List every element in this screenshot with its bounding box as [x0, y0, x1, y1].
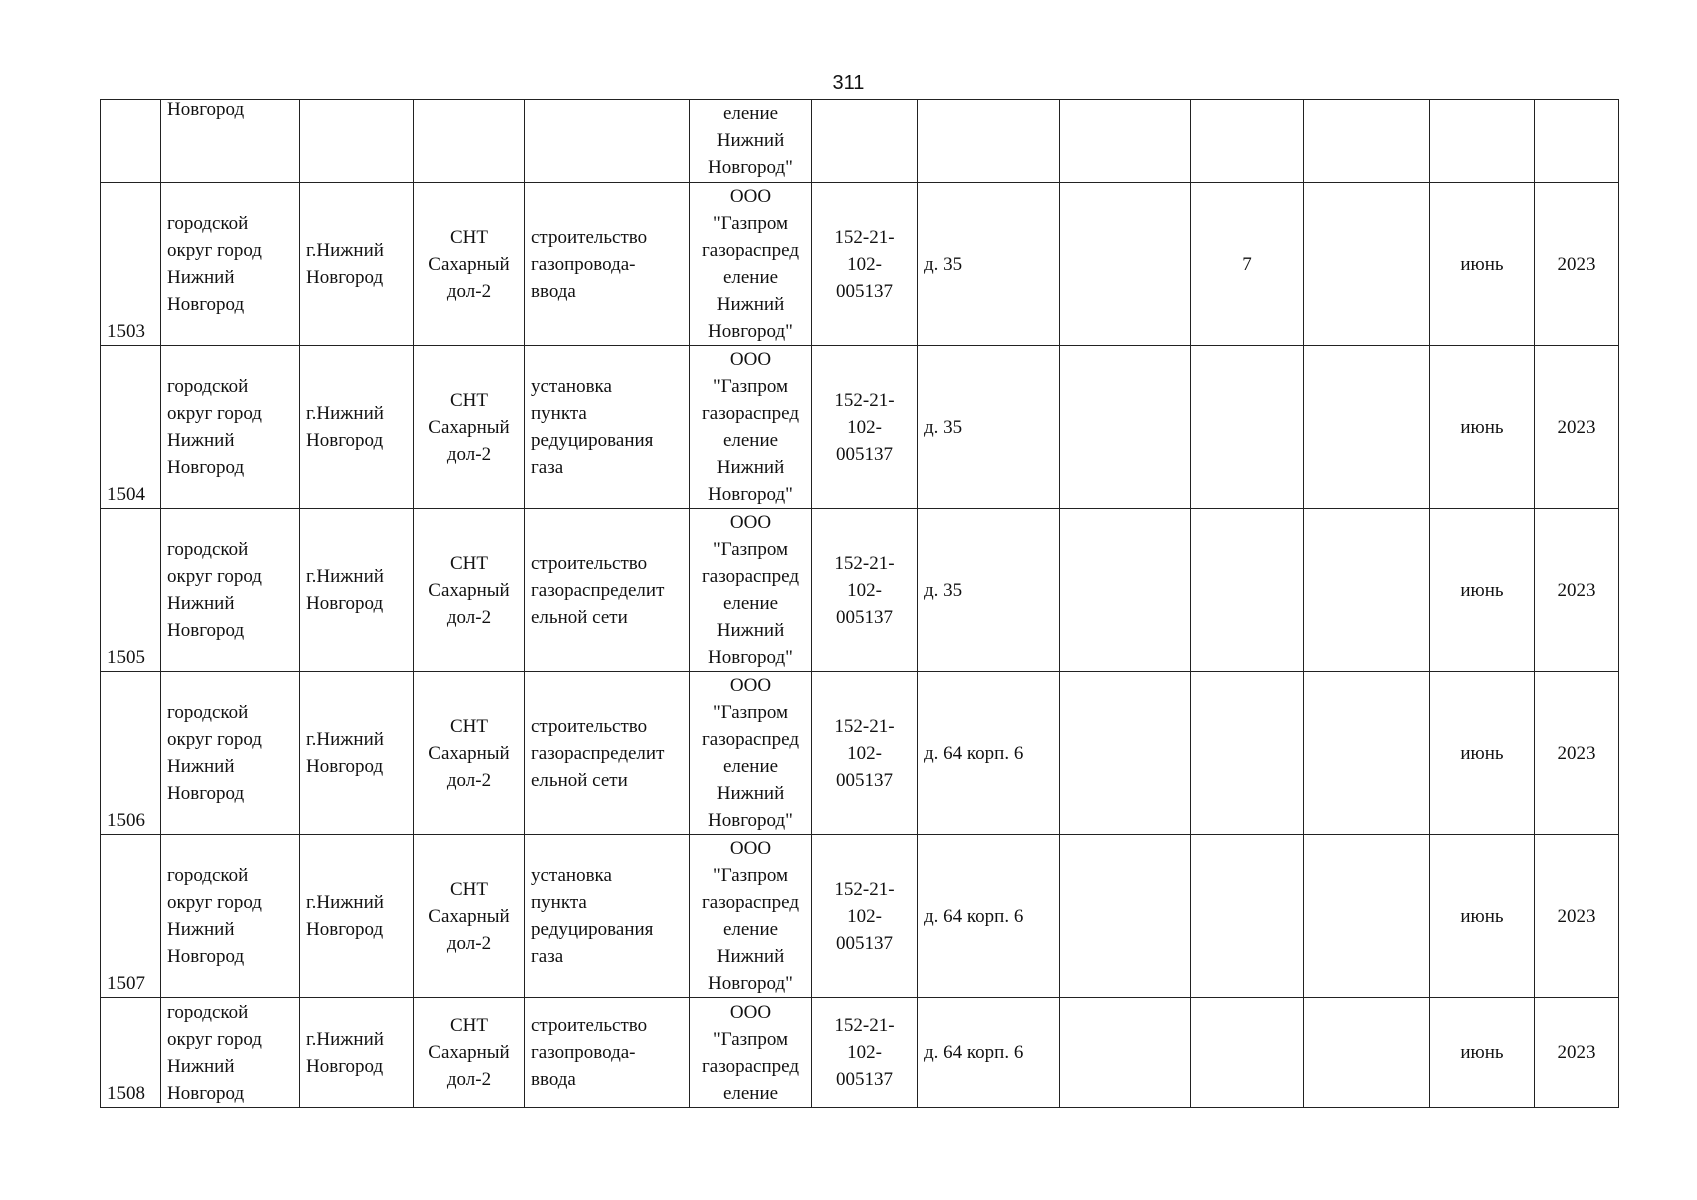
cell-num: 1503	[101, 183, 161, 346]
cell-empty-1	[1060, 509, 1191, 672]
cell-organization: ООО "Газпром газораспред еление Нижний Новгород"	[690, 183, 812, 346]
cell-empty-2	[1304, 100, 1430, 183]
cell-month: июнь	[1430, 509, 1535, 672]
cell-empty-2	[1304, 672, 1430, 835]
cell-num: 1508	[101, 998, 161, 1108]
cell-code: 152-21- 102- 005137	[812, 998, 918, 1108]
cell-address: д. 64 корп. 6	[918, 835, 1060, 998]
cell-municipality: городской округ город Нижний Новгород	[161, 183, 300, 346]
cell-city: г.Нижний Новгород	[300, 183, 414, 346]
cell-empty-1	[1060, 100, 1191, 183]
cell-extra	[1191, 998, 1304, 1108]
cell-code	[812, 100, 918, 183]
cell-organization: ООО "Газпром газораспред еление Нижний Новгород"	[690, 509, 812, 672]
cell-extra	[1191, 100, 1304, 183]
cell-month: июнь	[1430, 672, 1535, 835]
cell-address: д. 35	[918, 183, 1060, 346]
cell-empty-2	[1304, 183, 1430, 346]
cell-empty-2	[1304, 346, 1430, 509]
table-body	[101, 100, 1619, 1108]
table-row	[101, 346, 1619, 509]
cell-year: 2023	[1535, 183, 1619, 346]
table-row	[101, 672, 1619, 835]
cell-year: 2023	[1535, 998, 1619, 1108]
cell-city: г.Нижний Новгород	[300, 835, 414, 998]
cell-num	[101, 100, 161, 183]
cell-settlement: СНТ Сахарный дол-2	[414, 346, 525, 509]
cell-city: г.Нижний Новгород	[300, 672, 414, 835]
cell-extra: 7	[1191, 183, 1304, 346]
cell-code: 152-21- 102- 005137	[812, 835, 918, 998]
table-row	[101, 509, 1619, 672]
cell-extra	[1191, 835, 1304, 998]
cell-extra	[1191, 346, 1304, 509]
cell-settlement: СНТ Сахарный дол-2	[414, 183, 525, 346]
cell-year: 2023	[1535, 509, 1619, 672]
cell-settlement: СНТ Сахарный дол-2	[414, 998, 525, 1108]
cell-empty-1	[1060, 346, 1191, 509]
cell-empty-1	[1060, 998, 1191, 1108]
cell-code: 152-21- 102- 005137	[812, 509, 918, 672]
cell-organization: ООО "Газпром газораспред еление Нижний Новгород"	[690, 672, 812, 835]
cell-num: 1506	[101, 672, 161, 835]
cell-municipality: городской округ город Нижний Новгород	[161, 509, 300, 672]
cell-empty-2	[1304, 998, 1430, 1108]
cell-work: строительство газораспределит ельной сети	[525, 672, 690, 835]
cell-year: 2023	[1535, 835, 1619, 998]
cell-settlement: СНТ Сахарный дол-2	[414, 672, 525, 835]
cell-extra	[1191, 672, 1304, 835]
cell-address	[918, 100, 1060, 183]
cell-address: д. 35	[918, 509, 1060, 672]
cell-work: строительство газопровода- ввода	[525, 998, 690, 1108]
cell-extra	[1191, 509, 1304, 672]
cell-city	[300, 100, 414, 183]
cell-work: строительство газораспределит ельной сети	[525, 509, 690, 672]
table-row	[101, 998, 1619, 1108]
cell-municipality: городской округ город Нижний Новгород	[161, 998, 300, 1108]
cell-municipality: городской округ город Нижний Новгород	[161, 346, 300, 509]
cell-organization: ООО "Газпром газораспред еление	[690, 998, 812, 1108]
cell-code: 152-21- 102- 005137	[812, 183, 918, 346]
table-row-continuation	[101, 100, 1619, 183]
cell-empty-1	[1060, 835, 1191, 998]
cell-organization: еление Нижний Новгород"	[690, 100, 812, 183]
cell-address: д. 35	[918, 346, 1060, 509]
cell-city: г.Нижний Новгород	[300, 346, 414, 509]
cell-organization: ООО "Газпром газораспред еление Нижний Новгород"	[690, 346, 812, 509]
cell-municipality: Новгород	[161, 100, 300, 183]
cell-settlement: СНТ Сахарный дол-2	[414, 509, 525, 672]
cell-code: 152-21- 102- 005137	[812, 346, 918, 509]
data-table	[100, 99, 1619, 1108]
cell-settlement	[414, 100, 525, 183]
cell-work	[525, 100, 690, 183]
cell-month: июнь	[1430, 346, 1535, 509]
page-number: 311	[832, 72, 865, 94]
cell-empty-1	[1060, 183, 1191, 346]
cell-work: установка пункта редуцирования газа	[525, 346, 690, 509]
cell-year: 2023	[1535, 672, 1619, 835]
cell-municipality: городской округ город Нижний Новгород	[161, 835, 300, 998]
cell-num: 1507	[101, 835, 161, 998]
table-row	[101, 835, 1619, 998]
cell-address: д. 64 корп. 6	[918, 672, 1060, 835]
cell-num: 1504	[101, 346, 161, 509]
cell-month	[1430, 100, 1535, 183]
cell-address: д. 64 корп. 6	[918, 998, 1060, 1108]
cell-year: 2023	[1535, 346, 1619, 509]
cell-city: г.Нижний Новгород	[300, 998, 414, 1108]
cell-municipality: городской округ город Нижний Новгород	[161, 672, 300, 835]
cell-empty-2	[1304, 509, 1430, 672]
cell-empty-1	[1060, 672, 1191, 835]
cell-work: строительство газопровода- ввода	[525, 183, 690, 346]
cell-code: 152-21- 102- 005137	[812, 672, 918, 835]
cell-num: 1505	[101, 509, 161, 672]
cell-organization: ООО "Газпром газораспред еление Нижний Новгород"	[690, 835, 812, 998]
cell-city: г.Нижний Новгород	[300, 509, 414, 672]
cell-empty-2	[1304, 835, 1430, 998]
cell-month: июнь	[1430, 998, 1535, 1108]
table-row	[101, 183, 1619, 346]
cell-year	[1535, 100, 1619, 183]
cell-month: июнь	[1430, 183, 1535, 346]
cell-month: июнь	[1430, 835, 1535, 998]
cell-settlement: СНТ Сахарный дол-2	[414, 835, 525, 998]
cell-work: установка пункта редуцирования газа	[525, 835, 690, 998]
